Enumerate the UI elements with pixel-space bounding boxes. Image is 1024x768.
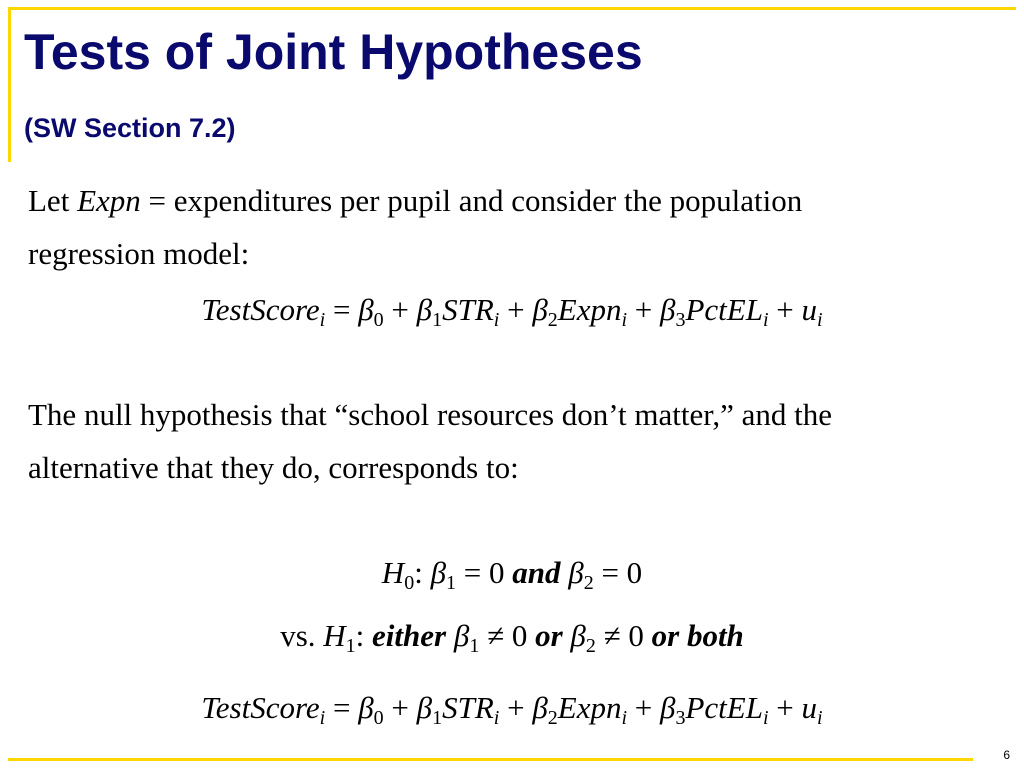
eq-plus-2: + [499,292,533,327]
h0-beta2-sub: 2 [583,572,594,594]
eq-pctel: PctEL [685,292,763,327]
h0-beta1: β [430,555,447,590]
eq-plus-4: + [768,292,802,327]
eq-error-sub: i [817,309,823,331]
h1-symbol: H [323,618,346,653]
h0-sub: 0 [404,572,415,594]
top-accent-rule [8,7,1016,10]
eq2-lhs-sub: i [319,707,326,729]
intro-lead: Let [28,183,78,218]
regression-equation-top [0,290,1024,330]
intro-line-1 [28,174,802,227]
eq2-plus-2: + [499,690,533,725]
eq-beta3-sub: 3 [675,309,686,331]
eq-error: u [801,292,818,327]
eq-str: STR [442,292,494,327]
eq2-expn: Expn [557,690,622,725]
h1-beta1-sub: 1 [469,635,480,657]
eq2-pctel: PctEL [685,690,763,725]
h1-sub: 1 [345,635,356,657]
h1-beta1: β [453,618,470,653]
eq2-equals: = [325,690,359,725]
eq2-beta2-sub: 2 [547,707,558,729]
h1-beta2-sub: 2 [585,635,596,657]
h0-eq-zero-1: = 0 [456,555,513,590]
alternative-hypothesis [0,616,1024,656]
eq-lhs: TestScore [201,292,320,327]
eq-expn-sub: i [621,309,628,331]
h0-beta1-sub: 1 [446,572,457,594]
intro-rest: = expenditures per pupil and consider the population [140,183,803,218]
intro-var-expn: Expn [77,183,141,218]
slide-title: Tests of Joint Hypotheses [24,24,643,80]
eq2-error: u [801,690,818,725]
eq2-plus-1: + [383,690,417,725]
intro-line-2: regression model: [28,236,250,271]
eq2-plus-4: + [768,690,802,725]
eq-plus-1: + [383,292,417,327]
eq-beta1: β [416,292,433,327]
eq-expn: Expn [557,292,622,327]
eq2-error-sub: i [817,707,823,729]
eq2-beta0: β [358,690,374,725]
h1-vs: vs. [280,618,324,653]
eq2-pctel-sub: i [762,707,769,729]
h1-colon: : [355,618,373,653]
h0-and: and [512,555,561,590]
eq-pctel-sub: i [762,309,769,331]
eq-beta1-sub: 1 [432,309,443,331]
eq-equals: = [325,292,359,327]
null-text-line-2: alternative that they do, corresponds to: [28,450,519,485]
h1-or-both: or both [651,618,744,653]
h1-either: either [372,618,447,653]
eq2-str: STR [442,690,494,725]
left-accent-rule [8,7,11,162]
regression-equation-bottom [0,688,1024,728]
eq2-beta1-sub: 1 [432,707,443,729]
eq-beta2-sub: 2 [547,309,558,331]
eq2-beta3: β [660,690,676,725]
h0-eq-zero-2: = 0 [593,555,643,590]
slide-number: 6 [1003,748,1010,762]
slide-subtitle: (SW Section 7.2) [24,113,236,143]
null-text-line-1: The null hypothesis that “school resources don’t matter,” and the [28,397,832,432]
h0-colon: : [414,555,431,590]
bottom-accent-rule [8,758,973,761]
eq-beta0: β [358,292,374,327]
h0-beta2: β [568,555,584,590]
eq2-str-sub: i [493,707,500,729]
eq-str-sub: i [493,309,500,331]
eq2-expn-sub: i [621,707,628,729]
eq2-beta3-sub: 3 [675,707,686,729]
eq2-plus-3: + [627,690,661,725]
eq2-beta0-sub: 0 [373,707,384,729]
eq2-lhs: TestScore [201,690,320,725]
eq-beta3: β [660,292,676,327]
h1-neq-zero-1: ≠ 0 [479,618,536,653]
eq-beta0-sub: 0 [373,309,384,331]
eq-lhs-sub: i [319,309,326,331]
h1-or: or [535,618,563,653]
eq-plus-3: + [627,292,661,327]
eq-beta2: β [532,292,548,327]
h0-symbol: H [381,555,405,590]
eq2-beta2: β [532,690,548,725]
h1-neq-zero-2: ≠ 0 [595,618,652,653]
h1-beta2: β [570,618,586,653]
eq2-beta1: β [416,690,433,725]
null-hypothesis [0,553,1024,593]
